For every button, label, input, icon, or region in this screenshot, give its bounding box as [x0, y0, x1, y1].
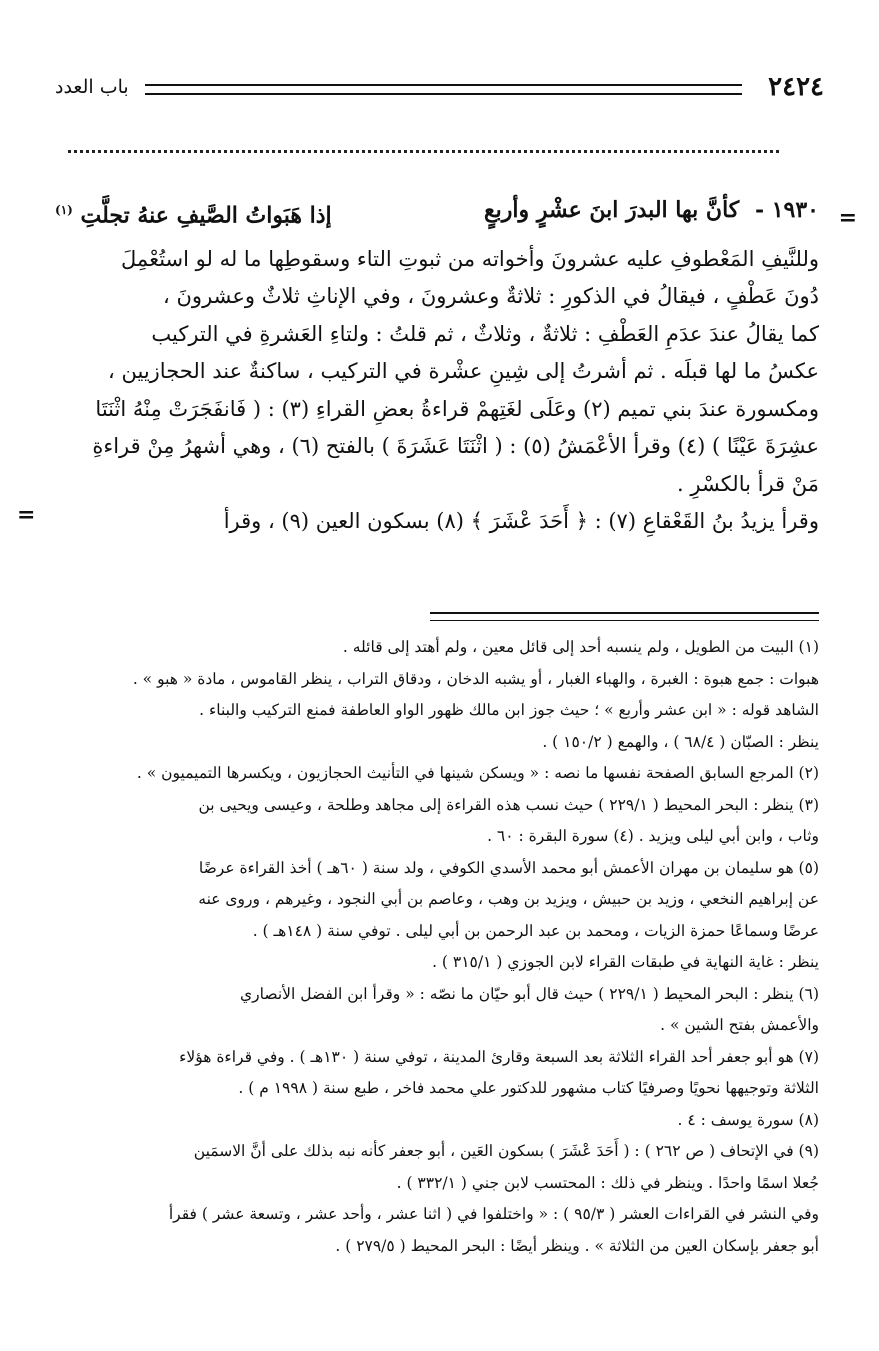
footnote-line: وثاب ، وابن أبي ليلى ويزيد . (٤) سورة البقرة : ٦٠ . [487, 827, 819, 845]
dotted-separator [68, 150, 779, 153]
body-last-line [17, 502, 819, 541]
footnote-line: عرضًا وسماعًا حمزة الزيات ، ومحمد بن عبد الرحمن بن أبي ليلى . توفي سنة ( ١٤٨هـ ) . [252, 921, 819, 940]
body-last-line-text: وقرأ يزيدُ بنُ القَعْقاعِ (٧) : ﴿ أَحَدَ عْشَرَ ﴾ (٨) بسكون العين (٩) ، وقرأ [223, 509, 819, 534]
body-line: مَنْ قرأ بالكسْرِ . [677, 471, 819, 496]
footnote-line: (٣) ينظر : البحر المحيط ( ٢٢٩/١ ) حيث نسب هذه القراءة إلى مجاهد وطلحة ، وعيسى ويحيى بن [198, 795, 819, 814]
verse-first-half [484, 192, 819, 235]
verse-continuation-mark: = [838, 205, 857, 231]
footnote-line: الشاهد قوله : « ابن عشر وأربع » ؛ حيث جوز ابن مالك ظهور الواو العاطفة فمنع التركيب والبناء . [199, 701, 819, 719]
footnote-line: أبو جعفر بإسكان العين من الثلاثة » . وينظر أيضًا : البحر المحيط ( ٢٧٩/٥ ) . [335, 1236, 819, 1255]
body-line: عشِرَةَ عَيْنًا ) (٤) وقرأ الأعْمَشُ (٥) : ( اثْنَتَا عَشَرَةَ ) بالفتح (٦) ، وهي أشهرُ مِنْ قراءةِ [92, 434, 819, 459]
body-line: وللنَّيفِ المَعْطوفِ عليه عشرونَ وأخواته من ثبوتِ التاء وسقوطِها ما له لو استُعْمِلَ [121, 246, 819, 271]
body-line: ومكسورة عندَ بني تميم (٢) وعَلَى لغَتِهمْ قراءةُ بعضِ القراءِ (٣) : ( فَانفَجَرَتْ مِنْهُ اثْنَتَا [95, 396, 819, 421]
footnote-line: وفي النشر في القراءات العشر ( ٩٥/٣ ) : « واختلفوا في ( اثنا عشر ، وأحد عشر ، وتسعة عشر ) فقرأ [168, 1205, 819, 1223]
footnote-line: ينظر : الصبّان ( ٦٨/٤ ) ، والهمع ( ١٥٠/٢ ) . [542, 732, 819, 751]
verse-hemistich-1: كأنَّ بها البدرَ ابنَ عشْرٍ وأربعٍ [483, 197, 740, 223]
verse-footnote-ref: (١) [55, 203, 73, 217]
footnote-line: والأعمش بفتح الشين » . [660, 1016, 819, 1034]
footnote-line: (٦) ينظر : البحر المحيط ( ٢٢٩/١ ) حيث قال أبو حيّان ما نصّه : « وقرأ ابن الفضل الأنصاري [240, 984, 819, 1003]
page-number: ٢٤٢٤ [768, 72, 824, 102]
footnote-line: (١) البيت من الطويل ، ولم ينسبه أحد إلى قائل معين ، ولم أهتد إلى قائله . [342, 638, 819, 656]
verse-second-half [55, 192, 332, 235]
footnote-line: الثلاثة وتوجيهها نحويًا وصرفيًا كتاب مشهور للدكتور علي محمد فاخر ، طبع سنة ( ١٩٩٨ م ) . [238, 1079, 819, 1097]
poetry-verse [55, 192, 819, 235]
footnote-line: (٥) هو سليمان بن مهران الأعمش أبو محمد الأسدي الكوفي ، ولد سنة ( ٦٠هـ ) أخذ القراءة عرضًا [198, 858, 819, 877]
body-continuation-mark: = [17, 502, 36, 529]
verse-number: ١٩٣٠ - [754, 197, 819, 223]
main-text [17, 192, 857, 541]
verse-hemistich-2: إذا هَبَواتُ الصَّيفِ عنهُ تجلَّتِ [80, 202, 332, 229]
footnote-line: عن إبراهيم النخعي ، وزيد بن حبيش ، ويزيد بن وهب ، وعاصم بن أبي النجود ، وغيرهم ، وروى عنه [198, 890, 819, 908]
footnote-line: (٧) هو أبو جعفر أحد القراء الثلاثة بعد السبعة وقارئ المدينة ، توفي سنة ( ١٣٠هـ ) . وفي قراءة هؤلاء [179, 1047, 819, 1066]
footnote-line: هبوات : جمع هبوة : الغبرة ، والهباء الغبار ، أو يشبه الدخان ، ودقاق التراب ، ينظر القاموس ، مادة « هبو » . [132, 669, 819, 688]
footnote-line: ينظر : غاية النهاية في طبقات القراء لابن الجوزي ( ٣١٥/١ ) . [432, 953, 819, 971]
header-rule [145, 84, 742, 95]
footnote-line: جُعلا اسمًا واحدًا . وينظر في ذلك : المحتسب لابن جني ( ٣٣٢/١ ) . [396, 1173, 819, 1192]
body-line: عكسُ ما لها قبلَه . ثم أشرتُ إلى شِينِ عشْرة في التركيب ، ساكنةٌ عند الحجازيين ، [108, 359, 819, 384]
footnote-rule [430, 612, 819, 621]
body-line: كما يقالُ عندَ عدَمِ العَطْفِ : ثلاثةٌ ، وثلاثٌ ، ثم قلتُ : ولتاءِ العَشرةِ في التركيب [151, 321, 819, 346]
footnote-line: (٩) في الإتحاف ( ص ٢٦٢ ) : ( أَحَدَ عْشَرَ ) بسكون العَين ، أبو جعفر كأنه نبه بذلك على أنَّ الاسمَين [193, 1142, 819, 1160]
footnote-line: (٢) المرجع السابق الصفحة نفسها ما نصه : « ويسكن شينها في التأنيث الحجازيون ، ويكسرها التميميون » . [136, 764, 819, 782]
footnotes [45, 632, 819, 1262]
chapter-title: باب العدد [55, 76, 129, 98]
body-line: دُونَ عَطْفٍ ، فيقالُ في الذكورِ : ثلاثةٌ وعشرونَ ، وفي الإناثِ ثلاثٌ وعشرونَ ، [163, 284, 819, 309]
footnote-line: (٨) سورة يوسف : ٤ . [677, 1110, 819, 1129]
page-header [55, 70, 824, 110]
